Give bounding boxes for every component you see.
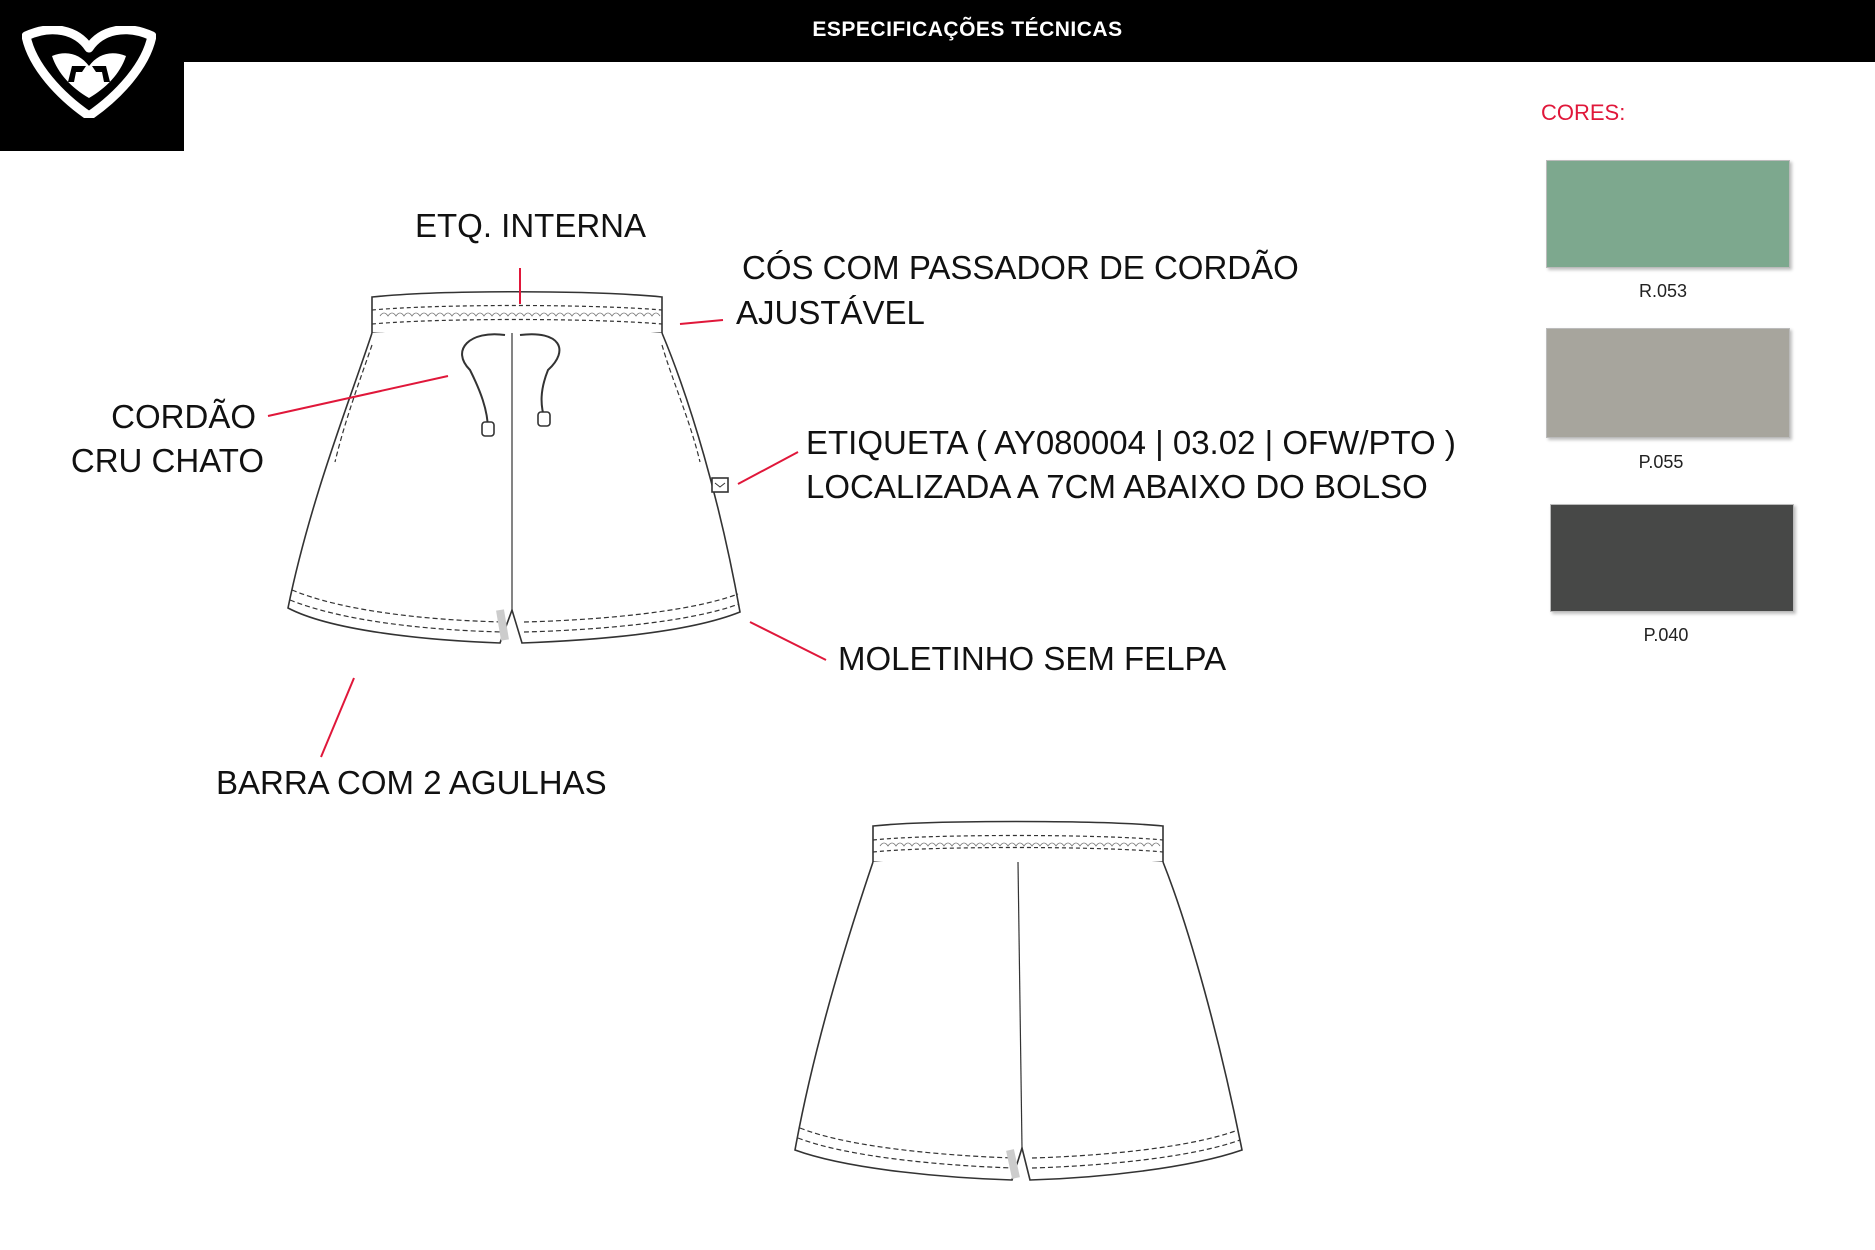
- label-etiqueta-line2: LOCALIZADA A 7CM ABAIXO DO BOLSO: [806, 468, 1428, 505]
- shorts-front-drawing: [288, 292, 740, 643]
- color-code-p040: P.040: [1643, 625, 1689, 645]
- label-etq-interna: ETQ. INTERNA: [415, 207, 647, 244]
- leader-etiqueta: [738, 452, 798, 484]
- color-swatch-p040: [1550, 504, 1794, 612]
- label-cos-line2: AJUSTÁVEL: [736, 294, 925, 331]
- leader-cos: [680, 320, 723, 324]
- page-title: ESPECIFICAÇÕES TÉCNICAS: [812, 18, 1123, 41]
- label-moletinho: MOLETINHO SEM FELPA: [838, 640, 1227, 677]
- label-cos-line1: CÓS COM PASSADOR DE CORDÃO: [742, 249, 1299, 286]
- label-cordao-line1: CORDÃO: [111, 398, 256, 435]
- label-barra: BARRA COM 2 AGULHAS: [216, 764, 607, 801]
- color-code-r053: R.053: [1638, 281, 1688, 301]
- label-etiqueta-line1: ETIQUETA ( AY080004 | 03.02 | OFW/PTO ): [806, 424, 1456, 461]
- shorts-back-drawing: [795, 822, 1242, 1181]
- color-swatch-p055: [1546, 328, 1790, 438]
- color-swatch-r053: [1546, 160, 1790, 268]
- leader-moletinho: [750, 622, 826, 660]
- label-cordao-line2: CRU CHATO: [70, 442, 264, 479]
- colors-title: CORES:: [1541, 100, 1626, 125]
- leader-barra: [321, 678, 354, 757]
- color-code-p055: P.055: [1638, 452, 1684, 472]
